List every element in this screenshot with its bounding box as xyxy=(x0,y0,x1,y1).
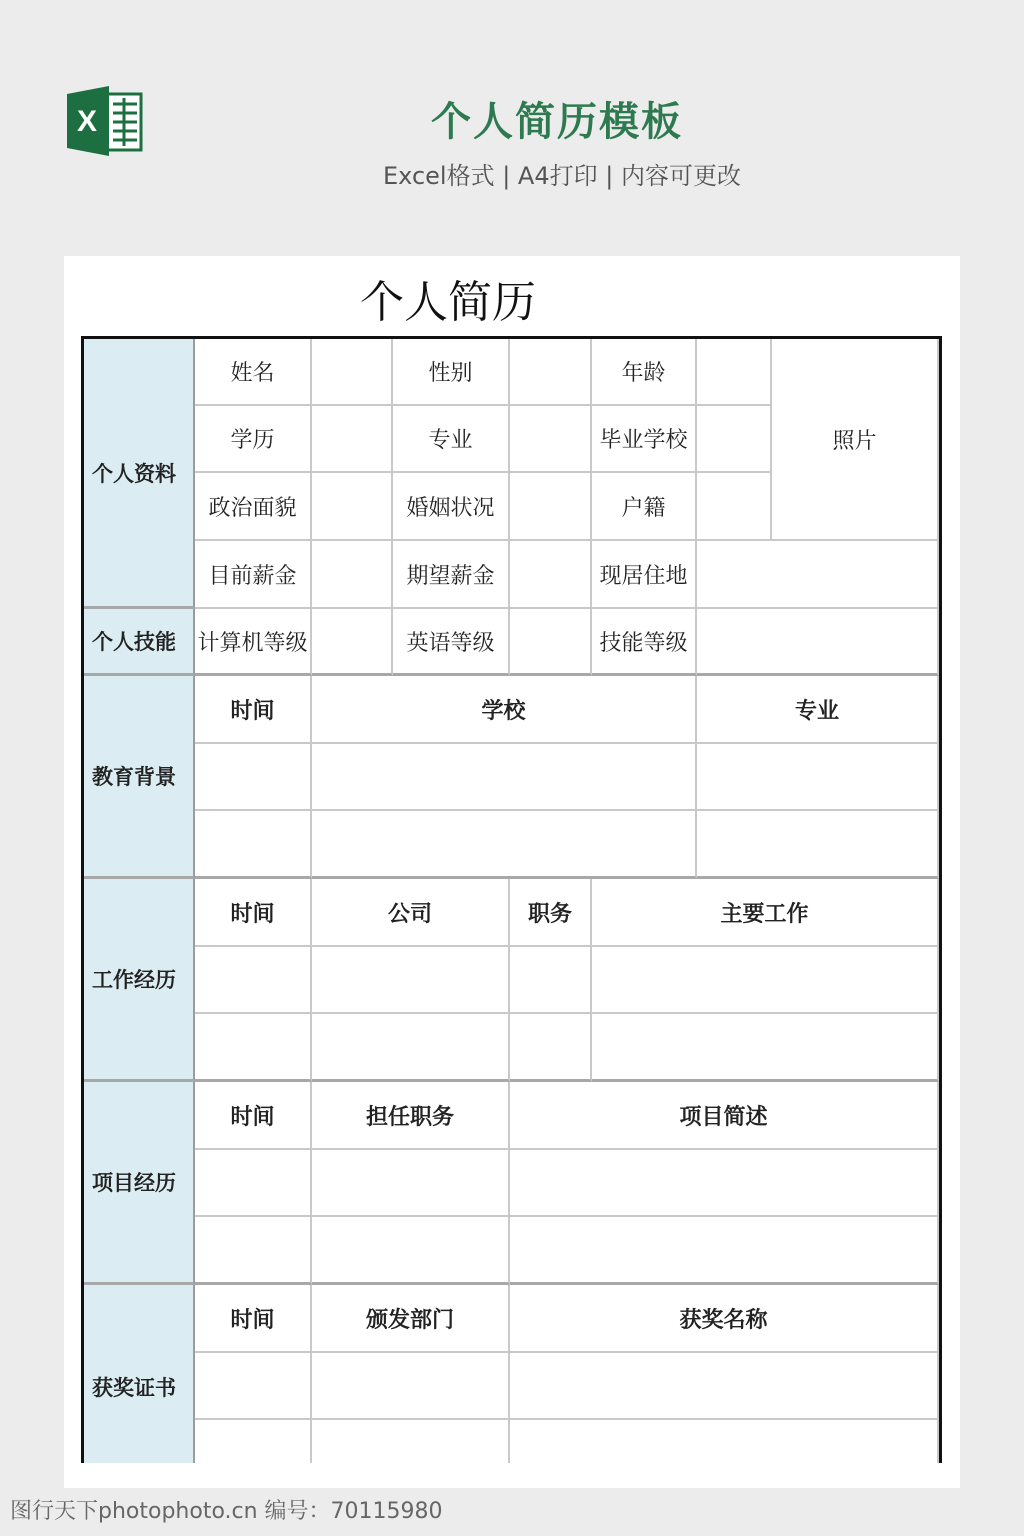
award-row-name[interactable] xyxy=(510,1420,939,1463)
expected-salary-label: 期望薪金 xyxy=(393,541,510,609)
marital-status-value[interactable] xyxy=(510,473,592,541)
award-row-issuer[interactable] xyxy=(312,1420,510,1463)
gender-label: 性别 xyxy=(393,339,510,406)
education-header-school: 学校 xyxy=(312,676,697,744)
award-header-issuer: 颁发部门 xyxy=(312,1285,510,1353)
section-education: 教育背景 xyxy=(84,676,195,879)
gender-value[interactable] xyxy=(510,339,592,406)
name-label: 姓名 xyxy=(195,339,312,406)
section-personal-info: 个人资料 xyxy=(84,339,195,609)
award-header-time: 时间 xyxy=(195,1285,312,1353)
project-row-summary[interactable] xyxy=(510,1217,939,1285)
work-row-position[interactable] xyxy=(510,1014,592,1082)
watermark: 图行天下photophoto.cn 编号：70115980 xyxy=(10,1499,443,1524)
project-row-time[interactable] xyxy=(195,1217,312,1285)
project-row-role[interactable] xyxy=(312,1150,510,1217)
skill-level-value[interactable] xyxy=(697,609,939,676)
skill-level-label: 技能等级 xyxy=(592,609,697,676)
project-header-time: 时间 xyxy=(195,1082,312,1150)
current-salary-label: 目前薪金 xyxy=(195,541,312,609)
project-header-summary: 项目简述 xyxy=(510,1082,939,1150)
education-header-time: 时间 xyxy=(195,676,312,744)
name-value[interactable] xyxy=(312,339,393,406)
work-row-time[interactable] xyxy=(195,947,312,1014)
photo-cell[interactable]: 照片 xyxy=(772,339,939,541)
education-row-school[interactable] xyxy=(312,744,697,811)
work-row-company[interactable] xyxy=(312,947,510,1014)
work-row-duties[interactable] xyxy=(592,1014,939,1082)
english-level-value[interactable] xyxy=(510,609,592,676)
section-projects: 项目经历 xyxy=(84,1082,195,1285)
age-value[interactable] xyxy=(697,339,772,406)
page-title: 个人简历模板 xyxy=(431,99,683,145)
education-row-time[interactable] xyxy=(195,811,312,879)
residence-label: 现居住地 xyxy=(592,541,697,609)
work-header-duties: 主要工作 xyxy=(592,879,939,947)
work-header-company: 公司 xyxy=(312,879,510,947)
work-header-time: 时间 xyxy=(195,879,312,947)
award-row-name[interactable] xyxy=(510,1353,939,1420)
residence-value[interactable] xyxy=(697,541,939,609)
project-header-role: 担任职务 xyxy=(312,1082,510,1150)
school-label: 毕业学校 xyxy=(592,406,697,473)
education-row-school[interactable] xyxy=(312,811,697,879)
excel-logo-letter: X xyxy=(76,105,98,138)
education-row-major[interactable] xyxy=(697,744,939,811)
age-label: 年龄 xyxy=(592,339,697,406)
award-row-time[interactable] xyxy=(195,1420,312,1463)
education-level-value[interactable] xyxy=(312,406,393,473)
work-row-company[interactable] xyxy=(312,1014,510,1082)
document-title: 个人简历 xyxy=(360,277,536,328)
major-value[interactable] xyxy=(510,406,592,473)
education-row-major[interactable] xyxy=(697,811,939,879)
computer-level-value[interactable] xyxy=(312,609,393,676)
education-header-major: 专业 xyxy=(697,676,939,744)
work-header-position: 职务 xyxy=(510,879,592,947)
award-header-name: 获奖名称 xyxy=(510,1285,939,1353)
political-status-label: 政治面貌 xyxy=(195,473,312,541)
section-awards: 获奖证书 xyxy=(84,1285,195,1463)
hukou-value[interactable] xyxy=(697,473,772,541)
resume-table xyxy=(81,336,942,1463)
marital-status-label: 婚姻状况 xyxy=(393,473,510,541)
hukou-label: 户籍 xyxy=(592,473,697,541)
project-row-time[interactable] xyxy=(195,1150,312,1217)
work-row-time[interactable] xyxy=(195,1014,312,1082)
english-level-label: 英语等级 xyxy=(393,609,510,676)
work-row-position[interactable] xyxy=(510,947,592,1014)
section-skills: 个人技能 xyxy=(84,609,195,676)
project-row-summary[interactable] xyxy=(510,1150,939,1217)
section-work: 工作经历 xyxy=(84,879,195,1082)
award-row-time[interactable] xyxy=(195,1353,312,1420)
political-status-value[interactable] xyxy=(312,473,393,541)
award-row-issuer[interactable] xyxy=(312,1353,510,1420)
current-salary-value[interactable] xyxy=(312,541,393,609)
work-row-duties[interactable] xyxy=(592,947,939,1014)
school-value[interactable] xyxy=(697,406,772,473)
major-label: 专业 xyxy=(393,406,510,473)
computer-level-label: 计算机等级 xyxy=(195,609,312,676)
expected-salary-value[interactable] xyxy=(510,541,592,609)
education-row-time[interactable] xyxy=(195,744,312,811)
education-level-label: 学历 xyxy=(195,406,312,473)
page-subtitle: Excel格式 | A4打印 | 内容可更改 xyxy=(383,162,741,190)
project-row-role[interactable] xyxy=(312,1217,510,1285)
